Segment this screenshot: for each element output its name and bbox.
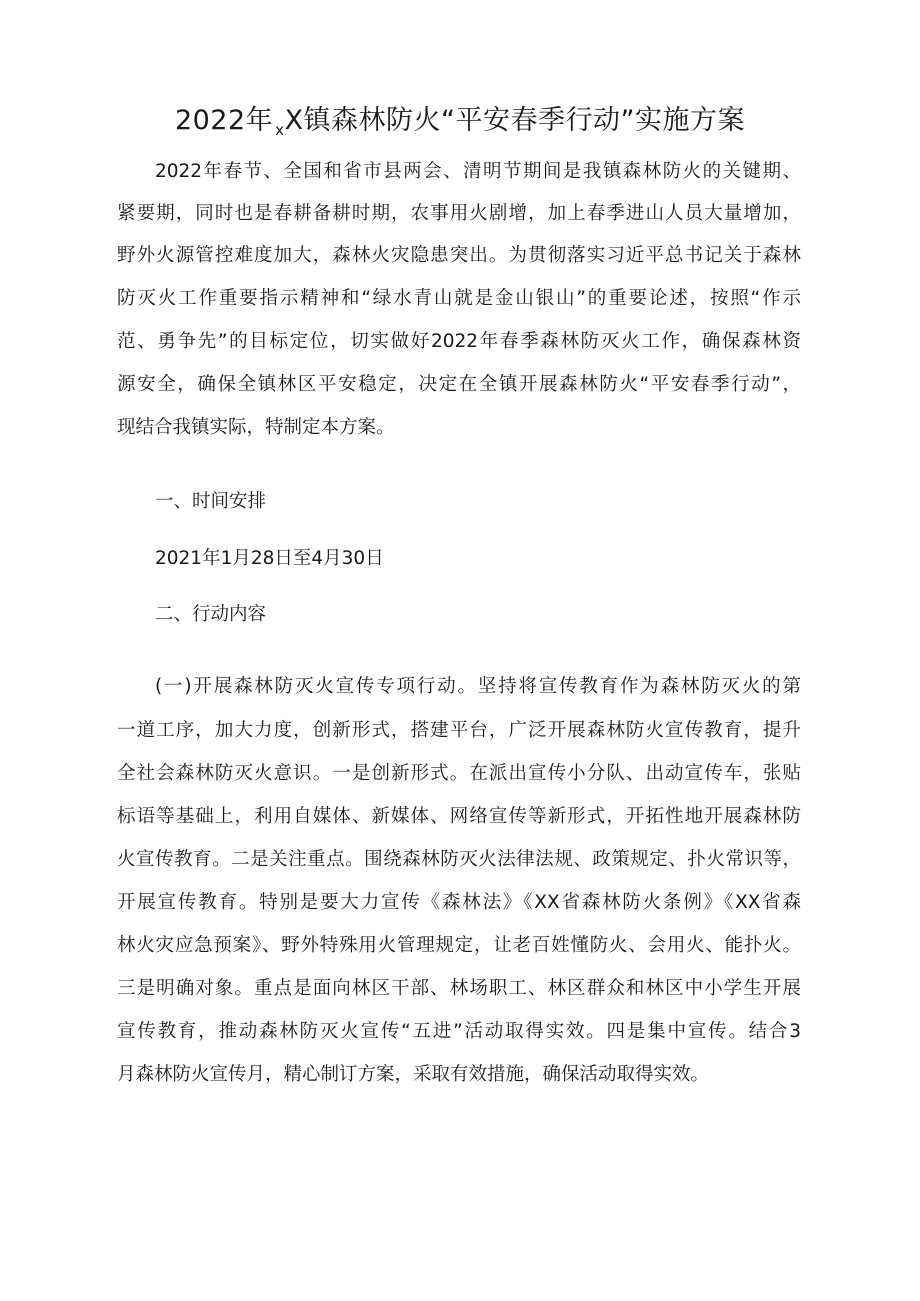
intro-line: 源安全，确保全镇林区平安稳定，决定在全镇开展森林防火“平安春季行动”， bbox=[117, 374, 801, 395]
section2-line: 全社会森林防灭火意识。一是创新形式。在派出宣传小分队、出动宣传车，张贴 bbox=[117, 763, 801, 784]
section1-date: 2021年1月28日至4月30日 bbox=[155, 548, 384, 569]
document-title bbox=[0, 101, 920, 150]
intro-line: 紧要期，同时也是春耕备耕时期，农事用火剧增，加上春季进山人员大量增加， bbox=[117, 203, 801, 224]
intro-line: 现结合我镇实际，特制定本方案。 bbox=[117, 417, 395, 438]
section2-line: 开展宣传教育。特别是要大力宣传《森林法》《XX省森林防火条例》《XX省森 bbox=[117, 892, 801, 913]
intro-line: 防灭火工作重要指示精神和“绿水青山就是金山银山”的重要论述，按照“作示 bbox=[117, 288, 801, 309]
section1-heading: 一、时间安排 bbox=[155, 491, 267, 512]
title-subscript: x bbox=[275, 121, 285, 139]
section2-line: 三是明确对象。重点是面向林区干部、林场职工、林区群众和林区中小学生开展 bbox=[117, 978, 801, 999]
title-prefix: 2022年 bbox=[174, 105, 274, 136]
intro-line: 野外火源管控难度加大，森林火灾隐患突出。为贯彻落实习近平总书记关于森林 bbox=[117, 245, 801, 266]
intro-line: 范、勇争先”的目标定位，切实做好2022年春季森林防灭火工作，确保森林资 bbox=[117, 331, 801, 352]
intro-line: 2022年春节、全国和省市县两会、清明节期间是我镇森林防火的关键期、 bbox=[155, 161, 801, 182]
section2-line: 火宣传教育。二是关注重点。围绕森林防灭火法律法规、政策规定、扑火常识等， bbox=[117, 849, 801, 870]
section2-heading: 二、行动内容 bbox=[155, 604, 267, 625]
section2-line: 月森林防火宣传月，精心制订方案，采取有效措施，确保活动取得实效。 bbox=[117, 1064, 710, 1085]
section2-line: 林火灾应急预案》、野外特殊用火管理规定，让老百姓懂防火、会用火、能扑火。 bbox=[117, 935, 801, 956]
section2-line: 宣传教育，推动森林防灭火宣传“五进”活动取得实效。四是集中宣传。结合3 bbox=[117, 1021, 801, 1042]
section2-line: (一)开展森林防灭火宣传专项行动。坚持将宣传教育作为森林防灭火的第 bbox=[155, 676, 801, 697]
title-rest: X镇森林防火“平安春季行动”实施方案 bbox=[284, 105, 746, 136]
section2-line: 一道工序，加大力度，创新形式，搭建平台，广泛开展森林防火宣传教育，提升 bbox=[117, 720, 801, 741]
section2-line: 标语等基础上，利用自媒体、新媒体、网络宣传等新形式，开拓性地开展森林防 bbox=[117, 806, 801, 827]
